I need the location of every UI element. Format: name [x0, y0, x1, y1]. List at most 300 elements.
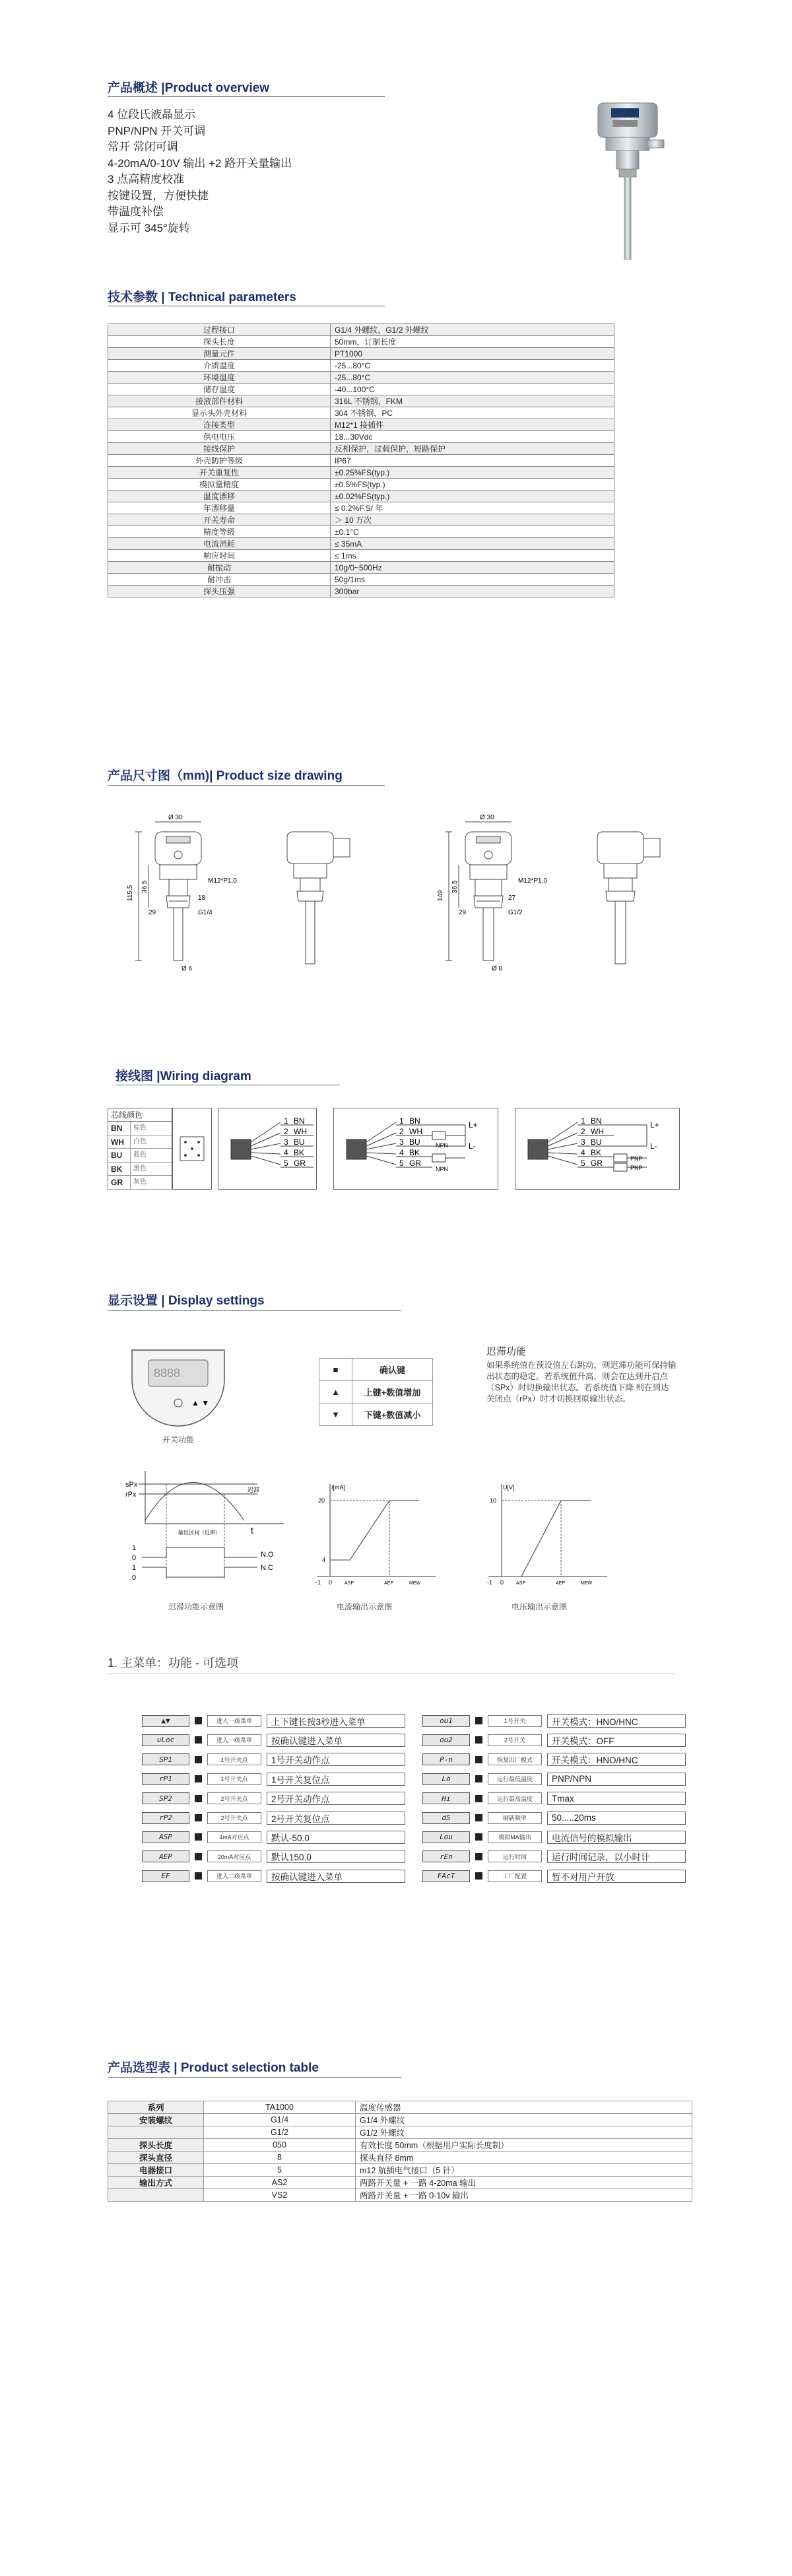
wire-label: BU	[591, 1137, 602, 1147]
voltage-chart	[482, 1484, 614, 1596]
square-icon	[195, 1833, 202, 1841]
lcd-code: rEn	[422, 1850, 470, 1862]
sel-category: 输出方式	[108, 2177, 204, 2189]
wiring-basic	[218, 1108, 317, 1190]
size-title: 产品尺寸图（mm)| Product size drawing	[108, 769, 343, 783]
menu-desc: 50.....20ms	[547, 1812, 686, 1825]
menu-desc: 开关模式：HNO/HNC	[547, 1753, 686, 1766]
param-value: ±0.25%FS(typ.)	[331, 467, 614, 479]
sel-code: AS2	[204, 2177, 356, 2189]
param-value: IP67	[331, 455, 614, 467]
pin-number: 1	[581, 1116, 585, 1126]
tick-label: MEW	[409, 1581, 421, 1586]
square-icon	[475, 1872, 482, 1880]
menu-item	[142, 1792, 405, 1806]
wire-color-legend	[108, 1108, 172, 1190]
hyst-caption: 迟滞功能示意图	[168, 1602, 224, 1611]
legend-row	[108, 1163, 172, 1176]
menu-item	[142, 1850, 405, 1864]
wire-color: 白色	[133, 1137, 147, 1145]
overview-list	[108, 107, 292, 236]
param-name: 接线保护	[108, 443, 331, 455]
menu-tag: 4mA对应点	[207, 1831, 261, 1843]
npn-label: NPN	[436, 1166, 449, 1172]
dim-label: G1/4	[198, 909, 213, 916]
device-face	[129, 1347, 228, 1429]
menu-desc: 2号开关动作点	[267, 1792, 405, 1805]
param-name: 开关重复性	[108, 467, 331, 479]
menu-tag: 进入一级菜单	[207, 1715, 261, 1727]
legend-row	[108, 1135, 172, 1149]
pin-number: 4	[581, 1148, 585, 1157]
lcd-code: ou1	[422, 1715, 470, 1727]
table-row	[108, 586, 614, 597]
table-row	[108, 2114, 692, 2126]
no-label: N.O	[261, 1551, 274, 1559]
lcd-code: FAcT	[422, 1870, 470, 1882]
wire-code: BK	[108, 1163, 131, 1176]
menu-item	[142, 1714, 405, 1728]
wiring-pnp	[515, 1108, 680, 1190]
lcd-code: uLoc	[142, 1734, 189, 1746]
table-row	[108, 550, 614, 562]
sel-code: VS2	[204, 2189, 356, 2202]
menu-desc: 默认-50.0	[267, 1831, 405, 1844]
menu-desc: 暂不对用户开放	[547, 1870, 686, 1883]
square-icon	[475, 1853, 482, 1860]
sel-code: 8	[204, 2152, 356, 2164]
dim-label: Ø 30	[480, 814, 494, 821]
list-item: 4 位段氏液晶显示	[108, 108, 196, 121]
menu-tag: 2号开关	[488, 1734, 542, 1746]
pin-number: 5	[399, 1159, 404, 1168]
param-value: 304 不锈钢，PC	[331, 407, 614, 419]
param-value: ±0.02%FS(typ.)	[331, 491, 614, 502]
key-label: 确认键	[352, 1359, 433, 1381]
dim-label: 149	[437, 890, 444, 901]
lcd-code: rP1	[142, 1773, 189, 1785]
menu-item	[422, 1714, 686, 1728]
table-row	[108, 395, 614, 407]
wire-label: BN	[294, 1116, 305, 1126]
lcd-code: Lo	[422, 1773, 470, 1785]
current-chart	[310, 1484, 442, 1596]
switch-caption: 开关功能	[162, 1435, 195, 1444]
t-label: t	[251, 1525, 253, 1536]
square-icon	[475, 1814, 482, 1821]
menu-tag: 1号开关点	[207, 1773, 261, 1785]
menu-desc: 2号开关复位点	[267, 1812, 405, 1825]
sel-category	[108, 2189, 204, 2202]
param-name: 连接类型	[108, 419, 331, 431]
param-value: 18...30Vdc	[331, 431, 614, 443]
pnp-label: PNP	[630, 1165, 643, 1171]
pin-number: 1	[399, 1116, 404, 1126]
legend-row	[108, 1122, 172, 1135]
table-row	[108, 479, 614, 491]
tech-title: 技术参数 | Technical parameters	[108, 290, 296, 304]
param-value: PT1000	[331, 348, 614, 360]
sel-category: 电器接口	[108, 2164, 204, 2177]
table-row	[108, 407, 614, 419]
tick-label: -1	[315, 1579, 321, 1586]
dim-label: 18	[198, 895, 206, 902]
param-name: 温度漂移	[108, 491, 331, 502]
lcd-code: Hi	[422, 1792, 470, 1804]
param-value: -25...80°C	[331, 372, 614, 384]
param-value: 300bar	[331, 586, 614, 597]
wire-label: BN	[591, 1116, 602, 1126]
table-row	[108, 526, 614, 538]
plus-label: L+	[650, 1120, 659, 1130]
tick-label: -1	[487, 1579, 493, 1586]
svg-text:8888: 8888	[154, 1367, 181, 1380]
dim-label: Ø 30	[168, 814, 183, 821]
y-label: I[mA]	[331, 1484, 346, 1491]
square-icon	[475, 1756, 482, 1763]
wiring-title: 接线图 |Wiring diagram	[116, 1069, 251, 1083]
menu-item	[422, 1811, 686, 1825]
pin-number: 3	[399, 1137, 404, 1147]
param-value: 50mm，订制长度	[331, 336, 614, 348]
menu-tag: 运行时间	[488, 1850, 542, 1862]
wire-code: BU	[108, 1149, 131, 1162]
pin-number: 2	[399, 1127, 404, 1136]
minus-label: L-	[469, 1141, 476, 1151]
wire-label: BU	[409, 1137, 420, 1147]
param-value: G1/4 外螺纹，G1/2 外螺纹	[331, 324, 614, 336]
square-icon	[195, 1717, 202, 1724]
param-name: 接液部件材料	[108, 395, 331, 407]
dim-label: M12*P1.0	[208, 877, 237, 885]
pin-number: 4	[399, 1148, 404, 1157]
menu-item	[422, 1830, 686, 1844]
list-item: 显示可 345°旋转	[108, 221, 190, 234]
wire-label: BK	[591, 1148, 602, 1157]
lcd-code: AEP	[142, 1850, 189, 1862]
table-row	[108, 2139, 692, 2152]
square-icon	[475, 1833, 482, 1841]
param-value: M12*1 接插件	[331, 419, 614, 431]
table-row	[108, 419, 614, 431]
menu-desc: 默认150.0	[267, 1850, 405, 1863]
tick-label: 0	[329, 1579, 333, 1586]
tick-label: AEP	[556, 1581, 566, 1586]
sel-desc: m12 航插电气接口（5 针）	[356, 2164, 692, 2177]
param-value: 10g/0~500Hz	[331, 562, 614, 574]
table-row	[108, 348, 614, 360]
list-item: 4-20mA/0-10V 输出 +2 路开关量输出	[108, 156, 292, 170]
pin-number: 2	[581, 1127, 585, 1136]
sel-code: 050	[204, 2139, 356, 2152]
square-icon	[195, 1814, 202, 1821]
square-icon	[475, 1736, 482, 1744]
pin-number: 1	[284, 1116, 288, 1126]
legend-header: 芯线颜色	[108, 1108, 172, 1122]
wire-color: 棕色	[133, 1124, 147, 1132]
sel-desc: 探头直径 8mm	[356, 2152, 692, 2164]
selection-title: 产品选型表 | Product selection table	[108, 2061, 319, 2075]
sel-code: G1/2	[204, 2126, 356, 2139]
sel-code: G1/4	[204, 2114, 356, 2126]
menu-tag: 1号开关点	[207, 1753, 261, 1765]
wire-label: GR	[591, 1159, 603, 1168]
menu-desc: 开关模式：OFF	[547, 1734, 686, 1747]
param-name: 电流消耗	[108, 538, 331, 550]
table-row	[108, 455, 614, 467]
menu-item	[142, 1830, 405, 1844]
square-icon	[195, 1795, 202, 1802]
menu-item	[142, 1753, 405, 1767]
param-value: ＞ 10 万次	[331, 514, 614, 526]
menu-tag: 刷新频率	[488, 1812, 542, 1824]
menu-item	[422, 1772, 686, 1786]
square-icon	[195, 1872, 202, 1880]
param-value: ≤ 35mA	[331, 538, 614, 550]
lcd-code: SP1	[142, 1753, 189, 1765]
menu-item	[422, 1792, 686, 1806]
wire-label: GR	[294, 1159, 306, 1168]
lcd-code: P-n	[422, 1753, 470, 1765]
wire-code: BN	[108, 1122, 131, 1135]
param-name: 供电电压	[108, 431, 331, 443]
menu-desc: 1号开关复位点	[267, 1773, 405, 1786]
sel-desc: 温度传感器	[356, 2101, 692, 2114]
dim-label: 115.5	[127, 885, 134, 901]
list-item: 常开 常闭可调	[108, 141, 178, 153]
pin-number: 5	[284, 1159, 288, 1168]
wire-code: WH	[108, 1135, 131, 1149]
wire-label: BK	[294, 1148, 305, 1157]
menu-item	[422, 1733, 686, 1747]
one-label: 1	[132, 1544, 137, 1552]
sel-code: 5	[204, 2164, 356, 2177]
menu-desc: 1号开关动作点	[267, 1753, 405, 1766]
lcd-code: ▲▼	[142, 1715, 189, 1727]
square-icon	[195, 1775, 202, 1782]
list-item: 带温度补偿	[108, 205, 164, 218]
wire-label: WH	[591, 1127, 604, 1136]
param-name: 过程接口	[108, 324, 331, 336]
zero-label: 0	[132, 1554, 137, 1562]
param-name: 精度等级	[108, 526, 331, 538]
menu-item	[422, 1850, 686, 1864]
param-name: 响应时间	[108, 550, 331, 562]
menu-item	[142, 1811, 405, 1825]
table-row	[108, 2164, 692, 2177]
divider	[108, 96, 385, 97]
menu-tag: 恢复出厂模式	[488, 1753, 542, 1765]
wire-label: GR	[409, 1159, 421, 1168]
table-row	[108, 502, 614, 514]
divider	[108, 1310, 401, 1311]
table-row	[108, 491, 614, 502]
key-table	[319, 1358, 433, 1426]
param-name: 测量元件	[108, 348, 331, 360]
tick-label: MEW	[581, 1581, 593, 1586]
tick-label: ASP	[516, 1581, 526, 1586]
param-name: 模拟量精度	[108, 479, 331, 491]
dim-label: M12*P1.0	[518, 877, 547, 885]
menu-desc: Tmax	[547, 1792, 686, 1805]
dim-label: 27	[508, 895, 516, 902]
table-row	[108, 443, 614, 455]
square-icon	[475, 1717, 482, 1724]
dim-label: 36.5	[141, 880, 148, 893]
menu-tag: 1号开关	[488, 1715, 542, 1727]
selection-table	[108, 2101, 692, 2202]
tick-label: 20	[318, 1497, 325, 1504]
nc-label: N.C	[261, 1564, 273, 1572]
table-row	[108, 431, 614, 443]
param-name: 储存温度	[108, 384, 331, 395]
pin-number: 3	[581, 1137, 585, 1147]
param-value: ±0.1°C	[331, 526, 614, 538]
sel-desc: 两路开关量 + 一路 4-20ma 输出	[356, 2177, 692, 2189]
dim-label: G1/2	[508, 909, 523, 916]
dim-label: 29	[148, 909, 156, 916]
menu-tag: 20mA对应点	[207, 1850, 261, 1862]
menu-desc: 开关模式：HNO/HNC	[547, 1714, 686, 1728]
wire-label: BK	[409, 1148, 420, 1157]
size-drawing	[99, 809, 713, 1007]
table-row	[108, 2177, 692, 2189]
legend-row	[108, 1176, 172, 1190]
list-item: 按键设置，方便快捷	[108, 189, 209, 202]
param-name: 环境温度	[108, 372, 331, 384]
param-name: 耐冲击	[108, 574, 331, 586]
sel-desc: 有效长度 50mm（根据用户实际长度制）	[356, 2139, 692, 2152]
hyst-chart	[125, 1471, 290, 1596]
param-value: 反相保护，过载保护，短路保护	[331, 443, 614, 455]
menu-tag: 进入一级菜单	[207, 1734, 261, 1746]
param-name: 显示头外壳材料	[108, 407, 331, 419]
zero-label: 0	[132, 1574, 137, 1582]
square-icon	[195, 1756, 202, 1763]
lcd-code: rP2	[142, 1812, 189, 1824]
sel-code: TA1000	[204, 2101, 356, 2114]
voltage-caption: 电压输出示意图	[512, 1602, 568, 1611]
table-row	[108, 467, 614, 479]
menu-item	[422, 1869, 686, 1883]
key-symbol: ▼	[319, 1404, 352, 1426]
table-row	[108, 2126, 692, 2139]
wire-label: WH	[409, 1127, 422, 1136]
menu-title: 1. 主菜单：功能 - 可选项	[108, 1656, 239, 1670]
tick-label: 10	[490, 1497, 497, 1504]
series-line	[330, 1501, 419, 1560]
menu-tag: 运行最低温度	[488, 1773, 542, 1785]
tick-label: 4	[322, 1557, 326, 1563]
sel-category	[108, 2126, 204, 2139]
current-caption: 电流输出示意图	[337, 1602, 393, 1611]
product-photo	[586, 98, 672, 263]
menu-item	[142, 1869, 405, 1883]
param-value: ≤ 1ms	[331, 550, 614, 562]
sp-label: sPx	[125, 1481, 138, 1489]
menu-desc: 运行时间记录，以小时计	[547, 1850, 686, 1863]
square-icon	[195, 1736, 202, 1744]
menu-tag: 2号开关点	[207, 1812, 261, 1824]
key-symbol: ▲	[319, 1381, 352, 1404]
menu-item	[142, 1772, 405, 1786]
table-row	[108, 384, 614, 395]
list-item: 3 点高精度校准	[108, 173, 185, 186]
lcd-code: ASP	[142, 1831, 189, 1843]
param-value: 50g/1ms	[331, 574, 614, 586]
hys-label: 迟滞	[248, 1487, 260, 1493]
param-name: 探头压强	[108, 586, 331, 597]
pin-number: 2	[284, 1127, 288, 1136]
key-label: 下键+数值减小	[352, 1404, 433, 1426]
menu-tag: 运行最高温度	[488, 1792, 542, 1804]
table-row	[108, 2152, 692, 2164]
minus-label: L-	[650, 1141, 657, 1151]
lcd-code: EF	[142, 1870, 189, 1882]
pin-number: 3	[284, 1137, 288, 1147]
hyst-text: 如果系统值在预设值左右跳动，则迟滞功能可保持输出状态的稳定。若系统值升高，则会在达到开启点（SPx）时切换输出状态。若系统值下降 则在到达 关闭点（rPx）时才切换回原输出状态。	[486, 1361, 676, 1404]
dim-label: Ø 8	[492, 965, 503, 972]
menu-tag: 模拟MA输出	[488, 1831, 542, 1843]
table-row	[108, 574, 614, 586]
lcd-code: Lou	[422, 1831, 470, 1843]
tick-label: AEP	[384, 1581, 394, 1586]
wiring-npn	[333, 1108, 498, 1190]
overview-title: 产品概述 |Product overview	[108, 81, 269, 95]
npn-label: NPN	[436, 1142, 449, 1149]
pin-number: 5	[581, 1159, 585, 1168]
menu-item	[422, 1753, 686, 1767]
legend-row	[108, 1149, 172, 1163]
rp-label: rPx	[125, 1491, 137, 1499]
param-name: 探头长度	[108, 336, 331, 348]
param-value: ≤ 0.2%F.S/ 年	[331, 502, 614, 514]
y-label: U[V]	[503, 1484, 515, 1491]
one-label: 1	[132, 1564, 137, 1572]
dim-label: 36.5	[451, 880, 459, 893]
menu-item	[142, 1733, 405, 1747]
table-row	[108, 2101, 692, 2114]
menu-desc: 按确认键进入菜单	[267, 1870, 405, 1883]
wire-label: WH	[294, 1127, 307, 1136]
table-row	[108, 360, 614, 372]
table-row	[108, 538, 614, 550]
sel-category: 系列	[108, 2101, 204, 2114]
wire-color: 蓝色	[133, 1151, 147, 1159]
svg-text:▲ ▼: ▲ ▼	[191, 1398, 210, 1407]
menu-tag: 工厂配置	[488, 1870, 542, 1882]
table-row	[108, 562, 614, 574]
series-line	[502, 1501, 591, 1576]
key-label: 上键+数值增加	[352, 1381, 433, 1404]
square-icon	[475, 1795, 482, 1802]
menu-desc: PNP/NPN	[547, 1773, 686, 1786]
param-value: ±0.5%FS(typ.)	[331, 479, 614, 491]
dim-label: Ø 6	[182, 965, 193, 972]
sel-category: 探头长度	[108, 2139, 204, 2152]
menu-tag: 进入二级菜单	[207, 1870, 261, 1882]
param-value: -40...100°C	[331, 384, 614, 395]
param-name: 年漂移量	[108, 502, 331, 514]
tech-table	[108, 323, 614, 597]
wire-code: GR	[108, 1176, 131, 1189]
divider	[108, 2077, 401, 2078]
wire-color: 灰色	[133, 1178, 147, 1186]
table-row	[108, 324, 614, 336]
param-name: 耐振动	[108, 562, 331, 574]
param-name: 外壳防护等级	[108, 455, 331, 467]
sel-desc: 两路开关量 + 一路 0-10v 输出	[356, 2189, 692, 2202]
